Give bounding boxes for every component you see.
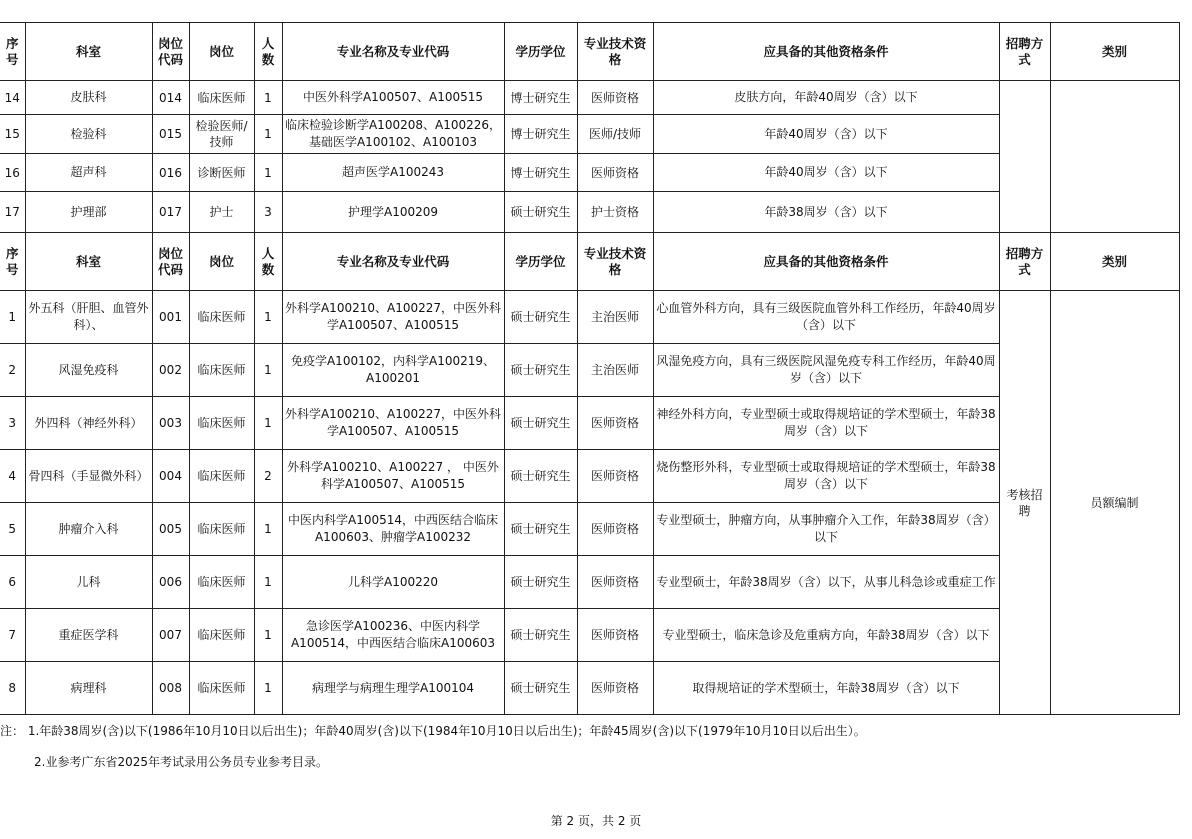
cell-seq: 3 — [0, 397, 25, 450]
header-method: 招聘方式 — [999, 23, 1050, 81]
cell-post: 临床医师 — [189, 556, 254, 609]
cell-category — [1050, 81, 1179, 233]
cell-major: 急诊医学A100236、中医内科学A100514，中西医结合临床A100603 — [282, 609, 504, 662]
cell-other: 年龄38周岁（含）以下 — [653, 192, 999, 233]
cell-degree: 博士研究生 — [504, 81, 577, 115]
cell-major: 护理学A100209 — [282, 192, 504, 233]
cell-qual: 护士资格 — [577, 192, 653, 233]
cell-dept: 病理科 — [25, 662, 152, 715]
cell-dept: 外四科（神经外科） — [25, 397, 152, 450]
cell-count: 1 — [254, 154, 282, 192]
cell-major: 免疫学A100102，内科学A100219、A100201 — [282, 344, 504, 397]
header-count: 人数 — [254, 23, 282, 81]
cell-major: 儿科学A100220 — [282, 556, 504, 609]
cell-degree: 硕士研究生 — [504, 397, 577, 450]
cell-other: 年龄40周岁（含）以下 — [653, 115, 999, 154]
cell-dept: 护理部 — [25, 192, 152, 233]
header-row — [0, 23, 1179, 81]
cell-qual: 医师资格 — [577, 450, 653, 503]
cell-other: 专业型硕士，肿瘤方向，从事肿瘤介入工作，年龄38周岁（含）以下 — [653, 503, 999, 556]
header-category: 类别 — [1050, 233, 1179, 291]
header-seq: 序号 — [0, 23, 25, 81]
cell-dept: 骨四科（手显微外科） — [25, 450, 152, 503]
header-row-2 — [0, 233, 1179, 291]
cell-count: 1 — [254, 503, 282, 556]
cell-degree: 硕士研究生 — [504, 450, 577, 503]
cell-qual: 医师资格 — [577, 154, 653, 192]
table-row — [0, 81, 1179, 115]
cell-count: 1 — [254, 397, 282, 450]
cell-seq: 7 — [0, 609, 25, 662]
cell-qual: 医师资格 — [577, 556, 653, 609]
header-post: 岗位 — [189, 233, 254, 291]
cell-code: 002 — [152, 344, 189, 397]
cell-seq: 1 — [0, 291, 25, 344]
cell-other: 神经外科方向，专业型硕士或取得规培证的学术型硕士，年龄38周岁（含）以下 — [653, 397, 999, 450]
cell-degree: 硕士研究生 — [504, 192, 577, 233]
cell-count: 3 — [254, 192, 282, 233]
cell-seq: 4 — [0, 450, 25, 503]
header-qual: 专业技术资格 — [577, 23, 653, 81]
cell-other: 专业型硕士，年龄38周岁（含）以下，从事儿科急诊或重症工作 — [653, 556, 999, 609]
cell-post: 临床医师 — [189, 450, 254, 503]
cell-count: 1 — [254, 344, 282, 397]
cell-qual: 医师资格 — [577, 609, 653, 662]
cell-seq: 14 — [0, 81, 25, 115]
cell-degree: 博士研究生 — [504, 154, 577, 192]
cell-seq: 8 — [0, 662, 25, 715]
cell-other: 风湿免疫方向，具有三级医院风湿免疫专科工作经历，年龄40周岁（含）以下 — [653, 344, 999, 397]
cell-major: 超声医学A100243 — [282, 154, 504, 192]
cell-post: 诊断医师 — [189, 154, 254, 192]
cell-dept: 儿科 — [25, 556, 152, 609]
cell-qual: 医师资格 — [577, 662, 653, 715]
cell-dept: 超声科 — [25, 154, 152, 192]
cell-other: 心血管外科方向，具有三级医院血管外科工作经历，年龄40周岁（含）以下 — [653, 291, 999, 344]
cell-major: 临床检验诊断学A100208、A100226，基础医学A100102、A100103 — [282, 115, 504, 154]
header-seq: 序号 — [0, 233, 25, 291]
cell-major: 病理学与病理生理学A100104 — [282, 662, 504, 715]
cell-post: 临床医师 — [189, 344, 254, 397]
cell-other: 取得规培证的学术型硕士，年龄38周岁（含）以下 — [653, 662, 999, 715]
cell-seq: 2 — [0, 344, 25, 397]
cell-qual: 医师资格 — [577, 81, 653, 115]
cell-post: 临床医师 — [189, 81, 254, 115]
header-major: 专业名称及专业代码 — [282, 23, 504, 81]
recruitment-table-sheet — [0, 22, 1179, 715]
header-qual: 专业技术资格 — [577, 233, 653, 291]
header-degree: 学历学位 — [504, 233, 577, 291]
header-method: 招聘方式 — [999, 233, 1050, 291]
note-line-2: 2.业参考广东省2025年考试录用公务员专业参考目录。 — [34, 755, 328, 769]
cell-count: 1 — [254, 609, 282, 662]
cell-post: 临床医师 — [189, 291, 254, 344]
header-degree: 学历学位 — [504, 23, 577, 81]
cell-code: 008 — [152, 662, 189, 715]
cell-qual: 医师资格 — [577, 503, 653, 556]
cell-degree: 硕士研究生 — [504, 662, 577, 715]
header-code: 岗位代码 — [152, 23, 189, 81]
cell-major: 外科学A100210、A100227，中医外科学A100507、A100515 — [282, 397, 504, 450]
cell-major: 中医外科学A100507、A100515 — [282, 81, 504, 115]
cell-count: 1 — [254, 291, 282, 344]
cell-other: 烧伤整形外科，专业型硕士或取得规培证的学术型硕士，年龄38周岁（含）以下 — [653, 450, 999, 503]
cell-count: 1 — [254, 662, 282, 715]
cell-method: 考核招聘 — [999, 291, 1050, 715]
recruitment-table — [0, 22, 1180, 715]
cell-code: 003 — [152, 397, 189, 450]
cell-other: 年龄40周岁（含）以下 — [653, 154, 999, 192]
cell-dept: 外五科（肝胆、血管外科）、 — [25, 291, 152, 344]
header-dept: 科室 — [25, 233, 152, 291]
cell-degree: 硕士研究生 — [504, 503, 577, 556]
cell-seq: 15 — [0, 115, 25, 154]
cell-qual: 医师/技师 — [577, 115, 653, 154]
header-other: 应具备的其他资格条件 — [653, 233, 999, 291]
cell-major: 外科学A100210、A100227 ， 中医外科学A100507、A100515 — [282, 450, 504, 503]
cell-count: 1 — [254, 556, 282, 609]
cell-post: 检验医师/技师 — [189, 115, 254, 154]
header-code: 岗位代码 — [152, 233, 189, 291]
cell-dept: 重症医学科 — [25, 609, 152, 662]
cell-degree: 博士研究生 — [504, 115, 577, 154]
cell-degree: 硕士研究生 — [504, 291, 577, 344]
cell-degree: 硕士研究生 — [504, 556, 577, 609]
cell-seq: 5 — [0, 503, 25, 556]
cell-count: 1 — [254, 115, 282, 154]
cell-post: 临床医师 — [189, 397, 254, 450]
cell-code: 014 — [152, 81, 189, 115]
page-footer: 第 2 页，共 2 页 — [550, 814, 642, 828]
cell-code: 001 — [152, 291, 189, 344]
cell-dept: 肿瘤介入科 — [25, 503, 152, 556]
cell-dept: 风湿免疫科 — [25, 344, 152, 397]
cell-major: 外科学A100210、A100227，中医外科学A100507、A100515 — [282, 291, 504, 344]
cell-seq: 17 — [0, 192, 25, 233]
header-post: 岗位 — [189, 23, 254, 81]
header-other: 应具备的其他资格条件 — [653, 23, 999, 81]
header-count: 人数 — [254, 233, 282, 291]
cell-category: 员额编制 — [1050, 291, 1179, 715]
note-line-1: 注： 1.年龄38周岁(含)以下(1986年10月10日以后出生)；年龄40周岁(含)以下(1984年10月10日以后出生)；年龄45周岁(含)以下(1979年10月10日以后出生）。 — [0, 724, 866, 738]
cell-dept: 检验科 — [25, 115, 152, 154]
cell-major: 中医内科学A100514，中西医结合临床A100603、肿瘤学A100232 — [282, 503, 504, 556]
cell-code: 007 — [152, 609, 189, 662]
header-category: 类别 — [1050, 23, 1179, 81]
cell-count: 2 — [254, 450, 282, 503]
header-major: 专业名称及专业代码 — [282, 233, 504, 291]
cell-count: 1 — [254, 81, 282, 115]
header-dept: 科室 — [25, 23, 152, 81]
cell-qual: 主治医师 — [577, 291, 653, 344]
cell-other: 专业型硕士，临床急诊及危重病方向，年龄38周岁（含）以下 — [653, 609, 999, 662]
cell-code: 005 — [152, 503, 189, 556]
cell-degree: 硕士研究生 — [504, 344, 577, 397]
cell-qual: 医师资格 — [577, 397, 653, 450]
cell-other: 皮肤方向，年龄40周岁（含）以下 — [653, 81, 999, 115]
cell-dept: 皮肤科 — [25, 81, 152, 115]
cell-code: 016 — [152, 154, 189, 192]
cell-code: 017 — [152, 192, 189, 233]
cell-seq: 16 — [0, 154, 25, 192]
table-row — [0, 291, 1179, 344]
cell-code: 004 — [152, 450, 189, 503]
cell-qual: 主治医师 — [577, 344, 653, 397]
cell-seq: 6 — [0, 556, 25, 609]
cell-post: 临床医师 — [189, 662, 254, 715]
cell-post: 临床医师 — [189, 503, 254, 556]
cell-method — [999, 81, 1050, 233]
cell-code: 006 — [152, 556, 189, 609]
cell-post: 临床医师 — [189, 609, 254, 662]
cell-code: 015 — [152, 115, 189, 154]
cell-post: 护士 — [189, 192, 254, 233]
cell-degree: 硕士研究生 — [504, 609, 577, 662]
